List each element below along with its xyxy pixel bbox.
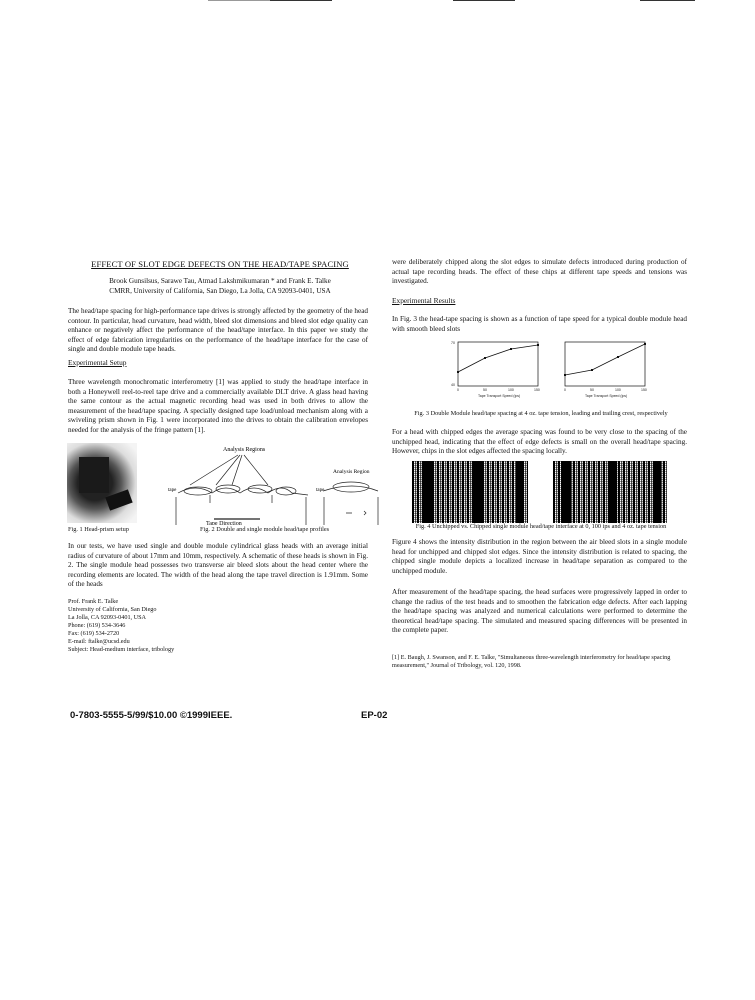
chipped-paragraph: For a head with chipped edges the average spacing was found to be very close to the spacing of the unchipped head, indicating that the effect of edge defects is small on the overall head/tape spacing. However, chips in the slot edges affected the spacing locally. [392, 428, 687, 456]
footer-copyright: 0-7803-5555-5/99/$10.00 ©1999IEEE. [70, 710, 233, 721]
contact-line: La Jolla, CA 92093-0401, USA [68, 614, 147, 621]
contact-line: University of California, San Diego [68, 606, 157, 613]
svg-text:100: 100 [508, 388, 514, 392]
paper-title: EFFECT OF SLOT EDGE DEFECTS ON THE HEAD/TAPE SPACING [91, 259, 349, 269]
svg-text:40: 40 [451, 383, 455, 387]
svg-text:100: 100 [615, 388, 621, 392]
fig3-caption: Fig. 3 Double Module head/tape spacing at 4 oz. tape tension, leading and trailing crest, respectively [414, 410, 668, 417]
authors: Brook Gunsilsus, Sarawe Tau, Atmad Lakshmikumaran * and Frank E. Talke [109, 277, 331, 285]
head-block [105, 489, 132, 510]
results-paragraph: In Fig. 3 the head-tape spacing is shown as a function of tape speed for a typical double module head with smooth bleed slots [392, 315, 687, 333]
svg-text:Tape Direction: Tape Direction [206, 521, 242, 525]
svg-text:0: 0 [564, 388, 566, 392]
fig4-caption: Fig. 4 Unchipped vs. Chipped single module head/tape interface at 0, 100 ips and 4 oz. tape tension [415, 523, 667, 530]
scan-artifact-line [270, 0, 332, 1]
svg-text:tape: tape [168, 488, 177, 493]
scan-artifact-line [453, 0, 515, 1]
footer-page-code: EP-02 [361, 710, 388, 721]
contact-info [68, 598, 268, 654]
setup-paragraph: Three wavelength monochromatic interferometry [1] was applied to study the head/tape interface in both a Honeywell reel-to-reel tape drive and a commercially available DLT drive. A glass head having the same contour as the actual magnetic recording head was used in both drives to allow the measurement of the head/tape spacing. A specially designed tape load/unload mechanism along with a swiveling prism shown in Fig. 1 were incorporated into the drives to obtain the calibration envelopes needed for the analysis of the fringe pattern [1]. [68, 378, 368, 434]
abstract: The head/tape spacing for high-performance tape drives is strongly affected by the geometry of the head contour. In particular, head curvature, head width, bleed slot dimensions and bleed slot edge quality can enhance or negatively affect the performance of the head/tape interface. In this paper we study the effect of edge fabrication irregularities on the performance of the head/tape interface for the case of single and double module tape heads. [68, 307, 368, 354]
lapping-paragraph: After measurement of the head/tape spacing, the head surfaces were progressively lapped in order to change the radius of the test heads and to smoothen the fabrication edge defects. After each lapping the head/tape spacing was analyzed and numerical calculations were performed to determine the theoretical head/tape spacing. The simulated and measured spacing differences will be presented in the complete paper. [392, 588, 687, 635]
svg-text:tape: tape [316, 488, 325, 493]
affiliation: CMRR, University of California, San Diego, La Jolla, CA 92093-0401, USA [109, 287, 331, 295]
svg-text:Tape Transport Speed (ips): Tape Transport Speed (ips) [478, 394, 521, 398]
svg-text:Tape Transport Speed (ips): Tape Transport Speed (ips) [585, 394, 628, 398]
contact-line: Prof. Frank E. Talke [68, 598, 119, 605]
svg-text:Analysis Regions: Analysis Regions [223, 447, 266, 453]
right-intro-paragraph: were deliberately chipped along the slot edges to simulate defects introduced during production of actual tape recording heads. The effect of these chips at different tape speeds and tensions was investigated. [392, 258, 687, 286]
section-heading-setup: Experimental Setup [68, 358, 127, 367]
svg-text:70: 70 [451, 341, 455, 345]
fig3-chart-trailing [555, 340, 650, 402]
fig4-unchipped-image [412, 461, 528, 523]
fig3-chart-leading [448, 340, 543, 402]
fig1-caption: Fig. 1 Head-prism setup [68, 526, 129, 533]
svg-text:Analysis Region: Analysis Region [333, 469, 370, 475]
svg-text:50: 50 [590, 388, 594, 392]
contact-line: Phone: (619) 534-3646 [68, 622, 126, 629]
reference: [1] E. Baugh, J. Swanson, and F. E. Talke, "Simultaneous three-wavelength interferometry for head/tape spacing measurement," Journal of Tribology, vol. 120, 1998. [392, 654, 671, 670]
svg-text:150: 150 [534, 388, 540, 392]
svg-text:0: 0 [457, 388, 459, 392]
contact-line: Fax: (619) 534-2720 [68, 630, 120, 637]
svg-text:50: 50 [483, 388, 487, 392]
contact-line: E-mail: ftalke@ucsd.edu [68, 638, 130, 645]
prism-block [79, 457, 109, 493]
fig1-head-prism-photo [67, 443, 137, 523]
svg-text:150: 150 [641, 388, 647, 392]
scan-artifact-line [640, 0, 695, 1]
fig4-paragraph: Figure 4 shows the intensity distribution in the region between the air bleed slots in a single module head for unchipped and chipped slot edges. Since the intensity distribution is related to spacing, the chipped single module depicts a localized increase in head/tape separation as compared to the unchipped module. [392, 538, 687, 575]
scan-artifact-line [208, 0, 270, 1]
contact-line: Subject: Head-medium interface, tribology [68, 646, 175, 653]
fig2-caption: Fig. 2 Double and single module head/tape profiles [200, 526, 330, 533]
section-heading-results: Experimental Results [392, 296, 456, 305]
tests-paragraph: In our tests, we have used single and double module cylindrical glass heads with an average initial radius of curvature of about 17mm and 10mm, respectively. A schematic of these heads is shown in Fig. 2. The single module head possesses two transverse air bleed slots about the head center where the recording elements are located. The width of the head along the tape travel direction is 1.91mm. Some of the heads [68, 542, 368, 589]
fig2-head-profile-schematic [168, 443, 383, 525]
fig4-chipped-image [553, 461, 667, 523]
